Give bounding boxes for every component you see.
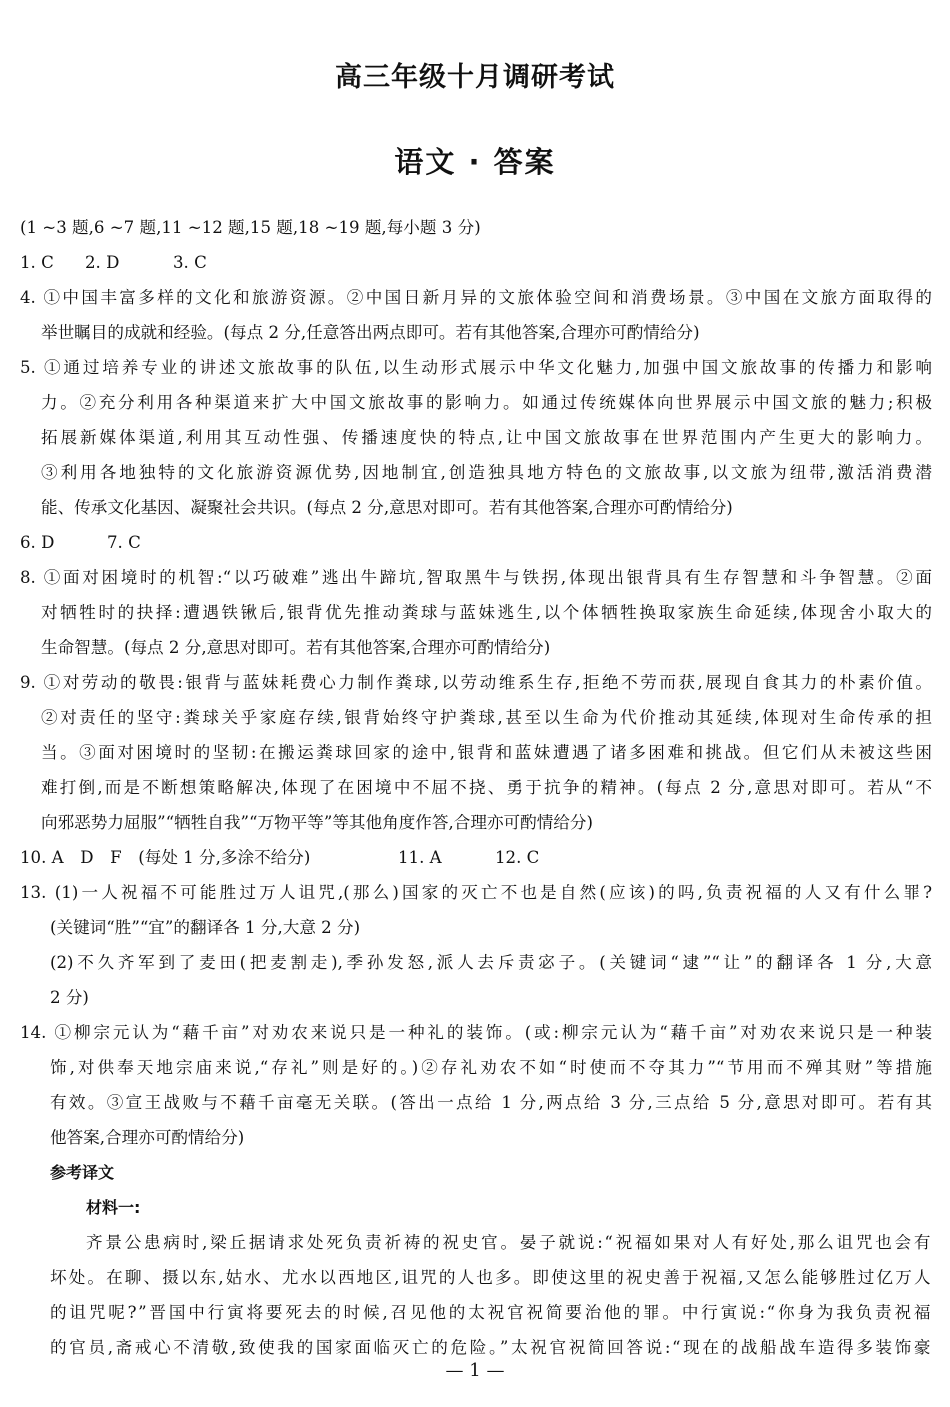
answer-row-6-7 <box>20 525 932 560</box>
answer-5-line: 能、传承文化基因、凝聚社会共识。(每点 2 分,意思对即可。若有其他答案,合理亦可酌情给分) <box>41 498 733 517</box>
answer-row-1-3 <box>20 245 932 280</box>
scoring-note: (1 ~3 题,6 ~7 题,11 ~12 题,15 题,18 ~19 题,每小题 3 分) <box>20 218 481 237</box>
answer-14-line: 他答案,合理亦可酌情给分) <box>50 1128 245 1147</box>
answer-13-line: (关键词“胜”“宜”的翻译各 1 分,大意 2 分) <box>50 918 361 937</box>
answer-8-line: 8. ①面对困境时的机智:“以巧破难”逃出牛蹄坑,智取黑牛与铁拐,体现出银背具有生存智慧和斗争智慧。②面 <box>20 568 932 587</box>
translation-line: 的官员,斋戒心不清敬,致使我的国家面临灭亡的危险。”太祝官祝简回答说:“现在的战船战车造得多装饰豪 <box>50 1338 932 1357</box>
answer-14-line: 有效。③宣王战败与不藉千亩毫无关联。(答出一点给 1 分,两点给 3 分,三点给 5 分,意思对即可。若有其 <box>50 1093 932 1112</box>
translation-line: 坏处。在聊、摄以东,姑水、尤水以西地区,诅咒的人也多。即使这里的祝史善于祝福,又怎么能够胜过亿万人 <box>50 1268 932 1287</box>
answer-5-line: 拓展新媒体渠道,利用其互动性强、传播速度快的特点,让中国文旅故事在世界范围内产生更大的影响力。 <box>41 428 932 447</box>
exam-title: 高三年级十月调研考试 <box>335 62 615 93</box>
exam-subtitle: 语文 · 答案 <box>394 145 556 179</box>
translation-line: 齐景公患病时,梁丘据请求处死负责祈祷的祝史官。晏子就说:“祝福如果对人有好处,那么诅咒也会有 <box>86 1233 932 1252</box>
answer-13-line: 13. (1)一人祝福不可能胜过万人诅咒,(那么)国家的灭亡不也是自然(应该)的吗,负责祝福的人又有什么罪? <box>20 883 932 902</box>
answer-7: 7. C <box>107 533 141 552</box>
answer-13-line: (2)不久齐军到了麦田(把麦割走),季孙发怒,派人去斥责宓子。(关键词“逮”“让”的翻译各 1 分,大意 <box>50 953 932 972</box>
answer-8-line: 生命智慧。(每点 2 分,意思对即可。若有其他答案,合理亦可酌情给分) <box>41 638 551 657</box>
answer-row-10-12 <box>20 840 932 875</box>
answer-14-line: 饰,对供奉天地宗庙来说,“存礼”则是好的。)②存礼劝农不如“时使而不夺其力”“节用而不殚其财”等措施 <box>50 1058 932 1077</box>
answer-13-line: 2 分) <box>50 988 89 1007</box>
translation-line: 的诅咒呢?”晋国中行寅将要死去的时候,召见他的太祝官祝简要治他的罪。中行寅说:“你身为我负责祝福 <box>50 1303 932 1322</box>
answer-11: 11. A <box>398 848 442 867</box>
answer-10: 10. A D F (每处 1 分,多涂不给分) <box>20 848 311 867</box>
answer-4-line: 举世瞩目的成就和经验。(每点 2 分,任意答出两点即可。若有其他答案,合理亦可酌情给分) <box>41 323 700 342</box>
answer-1: 1. C <box>20 253 54 272</box>
answer-9-line: ②对责任的坚守:粪球关乎家庭存续,银背始终守护粪球,甚至以生命为代价推动其延续,体现对生命传承的担 <box>41 708 932 727</box>
answer-2: 2. D <box>85 253 120 272</box>
reference-translation-heading: 参考译文 <box>50 1163 115 1182</box>
answer-5-line: 5. ①通过培养专业的讲述文旅故事的队伍,以生动形式展示中华文化魅力,加强中国文旅故事的传播力和影响 <box>20 358 932 377</box>
answer-9-line: 难打倒,而是不断想策略解决,体现了在困境中不屈不挠、勇于抗争的精神。(每点 2 分,意思对即可。若从“不 <box>41 778 932 797</box>
answer-content <box>20 210 932 1365</box>
answer-9-line: 9. ①对劳动的敬畏:银背与蓝妹耗费心力制作粪球,以劳动维系生存,拒绝不劳而获,展现自食其力的朴素价值。 <box>20 673 932 692</box>
answer-9-line: 向邪恶势力屈服”“牺牲自我”“万物平等”等其他角度作答,合理亦可酌情给分) <box>41 813 593 832</box>
answer-14-line: 14. ①柳宗元认为“藉千亩”对劝农来说只是一种礼的装饰。(或:柳宗元认为“藉千亩”对劝农来说只是一种装 <box>20 1023 932 1042</box>
answer-9-line: 当。③面对困境时的坚韧:在搬运粪球回家的途中,银背和蓝妹遭遇了诸多困难和挑战。但它们从未被这些困 <box>41 743 932 762</box>
answer-6: 6. D <box>20 533 55 552</box>
material-one-heading: 材料一: <box>86 1198 141 1217</box>
answer-5-line: ③利用各地独特的文化旅游资源优势,因地制宜,创造独具地方特色的文旅故事,以文旅为纽带,激活消费潜 <box>41 463 932 482</box>
answer-3: 3. C <box>173 253 207 272</box>
answer-5-line: 力。②充分利用各种渠道来扩大中国文旅故事的影响力。如通过传统媒体向世界展示中国文旅的魅力;积极 <box>41 393 932 412</box>
page-number: — 1 — <box>445 1360 505 1381</box>
answer-8-line: 对牺牲时的抉择:遭遇铁锹后,银背优先推动粪球与蓝妹逃生,以个体牺牲换取家族生命延续,体现舍小取大的 <box>41 603 932 622</box>
answer-12: 12. C <box>495 848 540 867</box>
answer-4-line: 4. ①中国丰富多样的文化和旅游资源。②中国日新月异的文旅体验空间和消费场景。③中国在文旅方面取得的 <box>20 288 932 307</box>
